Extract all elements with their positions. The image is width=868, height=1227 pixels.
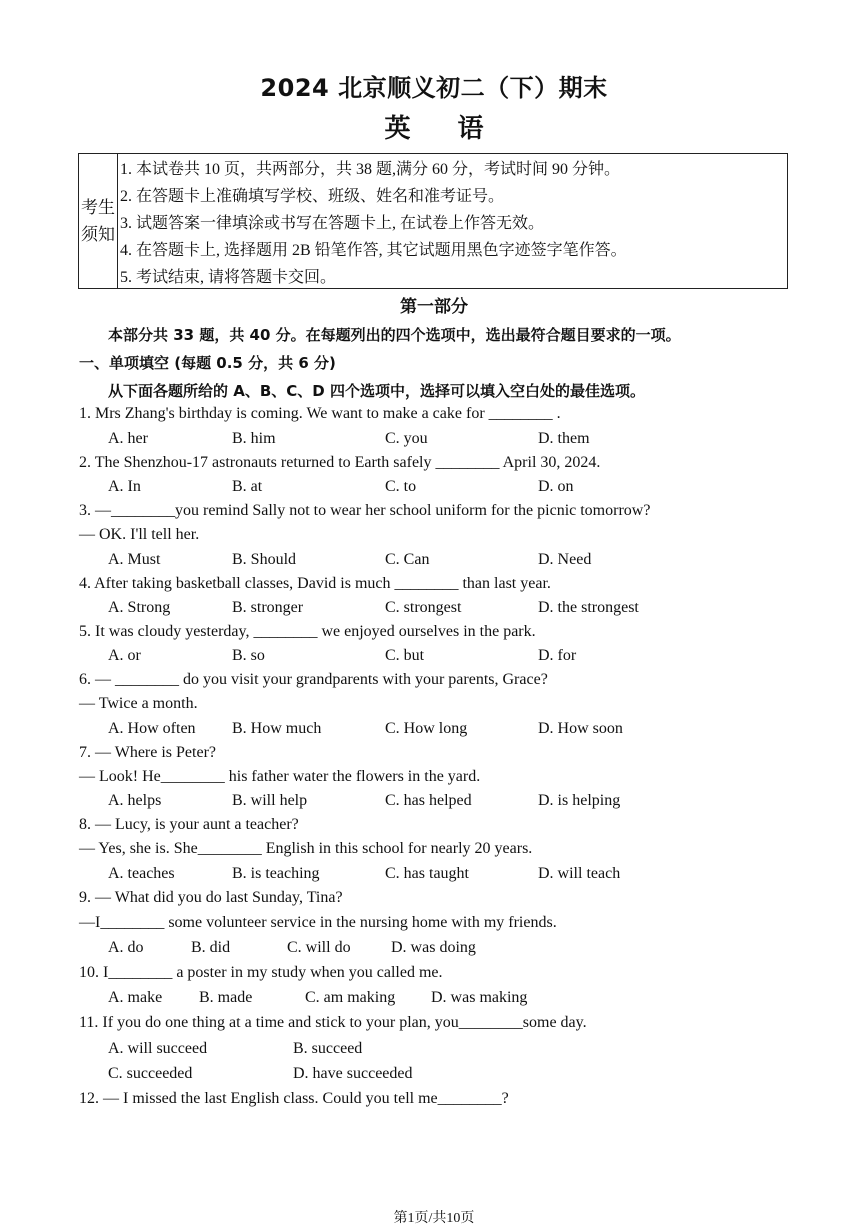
option-d: D. How soon bbox=[538, 720, 623, 737]
question-response: — Look! He________ his father water the flowers in the yard. bbox=[79, 768, 481, 785]
question-stem: 10. I________ a poster in my study when you called me. bbox=[79, 964, 443, 981]
question-stem: 8. — Lucy, is your aunt a teacher? bbox=[79, 816, 299, 833]
exam-title: 2024 北京顺义初二（下）期末 bbox=[260, 74, 608, 102]
option-d: D. was doing bbox=[391, 939, 476, 956]
option-a: A. Must bbox=[108, 551, 161, 568]
exam-notice-box bbox=[78, 153, 788, 289]
option-b: B. succeed bbox=[293, 1040, 363, 1057]
option-a: A. make bbox=[108, 989, 163, 1006]
option-d: D. on bbox=[538, 478, 574, 495]
question-stem: 12. — I missed the last English class. Could you tell me________? bbox=[79, 1090, 509, 1107]
option-a: A. her bbox=[108, 430, 148, 447]
option-d: D. Need bbox=[538, 551, 592, 568]
notice-item: 2. 在答题卡上准确填写学校、班级、姓名和准考证号。 bbox=[120, 188, 505, 205]
option-d: D. the strongest bbox=[538, 599, 639, 616]
option-d: D. will teach bbox=[538, 865, 621, 882]
option-b: B. stronger bbox=[232, 599, 304, 616]
notice-label-line1: 考生 bbox=[81, 198, 115, 217]
option-b: B. at bbox=[232, 478, 263, 495]
question-stem: 9. — What did you do last Sunday, Tina? bbox=[79, 889, 343, 906]
option-b: B. is teaching bbox=[232, 865, 320, 882]
option-b: B. so bbox=[232, 647, 265, 664]
option-b: B. did bbox=[191, 939, 231, 956]
question-stem: 2. The Shenzhou-17 astronauts returned to Earth safely ________ April 30, 2024. bbox=[79, 454, 601, 471]
question-response: — Yes, she is. She________ English in this school for nearly 20 years. bbox=[79, 840, 533, 857]
question-stem: 5. It was cloudy yesterday, ________ we enjoyed ourselves in the park. bbox=[79, 623, 536, 640]
notice-list bbox=[118, 154, 787, 288]
option-d: D. them bbox=[538, 430, 590, 447]
question-response: —I________ some volunteer service in the nursing home with my friends. bbox=[79, 914, 557, 931]
section-title: 一、单项填空 (每题 0.5 分，共 6 分) bbox=[79, 354, 336, 372]
section-instruction: 从下面各题所给的 A、B、C、D 四个选项中，选择可以填入空白处的最佳选项。 bbox=[108, 382, 645, 400]
page-footer: 第1页/共10页 bbox=[393, 1211, 475, 1226]
option-b: B. made bbox=[199, 989, 253, 1006]
option-b: B. will help bbox=[232, 792, 308, 809]
notice-item: 5. 考试结束, 请将答题卡交回。 bbox=[120, 269, 337, 286]
option-d: D. for bbox=[538, 647, 577, 664]
question-stem: 1. Mrs Zhang's birthday is coming. We want to make a cake for ________ . bbox=[79, 405, 561, 422]
option-c: C. you bbox=[385, 430, 428, 447]
question-stem: 7. — Where is Peter? bbox=[79, 744, 216, 761]
option-c: C. has taught bbox=[385, 865, 469, 882]
subject-title: 英 语 bbox=[384, 114, 484, 144]
question-stem: 6. — ________ do you visit your grandparents with your parents, Grace? bbox=[79, 671, 548, 688]
option-c: C. has helped bbox=[385, 792, 472, 809]
option-c: C. succeeded bbox=[108, 1065, 193, 1082]
notice-label-line2: 须知 bbox=[81, 225, 115, 244]
option-a: A. How often bbox=[108, 720, 196, 737]
option-a: A. or bbox=[108, 647, 141, 664]
option-a: A. will succeed bbox=[108, 1040, 208, 1057]
option-c: C. will do bbox=[287, 939, 351, 956]
option-c: C. but bbox=[385, 647, 425, 664]
option-c: C. How long bbox=[385, 720, 468, 737]
option-b: B. him bbox=[232, 430, 276, 447]
option-c: C. to bbox=[385, 478, 417, 495]
notice-item: 4. 在答题卡上, 选择题用 2B 铅笔作答, 其它试题用黑色字迹签字笔作答。 bbox=[120, 242, 627, 259]
option-c: C. am making bbox=[305, 989, 396, 1006]
option-a: A. Strong bbox=[108, 599, 171, 616]
question-stem: 4. After taking basketball classes, David is much ________ than last year. bbox=[79, 575, 551, 592]
option-b: B. Should bbox=[232, 551, 297, 568]
option-c: C. Can bbox=[385, 551, 430, 568]
option-a: A. teaches bbox=[108, 865, 175, 882]
part-intro: 本部分共 33 题，共 40 分。在每题列出的四个选项中，选出最符合题目要求的一项。 bbox=[108, 326, 681, 344]
notice-item: 3. 试题答案一律填涂或书写在答题卡上, 在试卷上作答无效。 bbox=[120, 215, 545, 232]
option-b: B. How much bbox=[232, 720, 322, 737]
question-response: — OK. I'll tell her. bbox=[79, 526, 200, 543]
option-a: A. do bbox=[108, 939, 144, 956]
question-stem: 3. —________you remind Sally not to wear her school uniform for the picnic tomorrow? bbox=[79, 502, 651, 519]
option-c: C. strongest bbox=[385, 599, 462, 616]
option-a: A. In bbox=[108, 478, 141, 495]
question-stem: 11. If you do one thing at a time and stick to your plan, you________some day. bbox=[79, 1014, 587, 1031]
option-d: D. have succeeded bbox=[293, 1065, 413, 1082]
notice-item: 1. 本试卷共 10 页，共两部分，共 38 题,满分 60 分，考试时间 90 分钟。 bbox=[120, 161, 621, 178]
option-d: D. is helping bbox=[538, 792, 621, 809]
part-heading: 第一部分 bbox=[400, 297, 468, 317]
option-a: A. helps bbox=[108, 792, 162, 809]
notice-label bbox=[79, 154, 118, 288]
question-response: — Twice a month. bbox=[79, 695, 198, 712]
option-d: D. was making bbox=[431, 989, 528, 1006]
